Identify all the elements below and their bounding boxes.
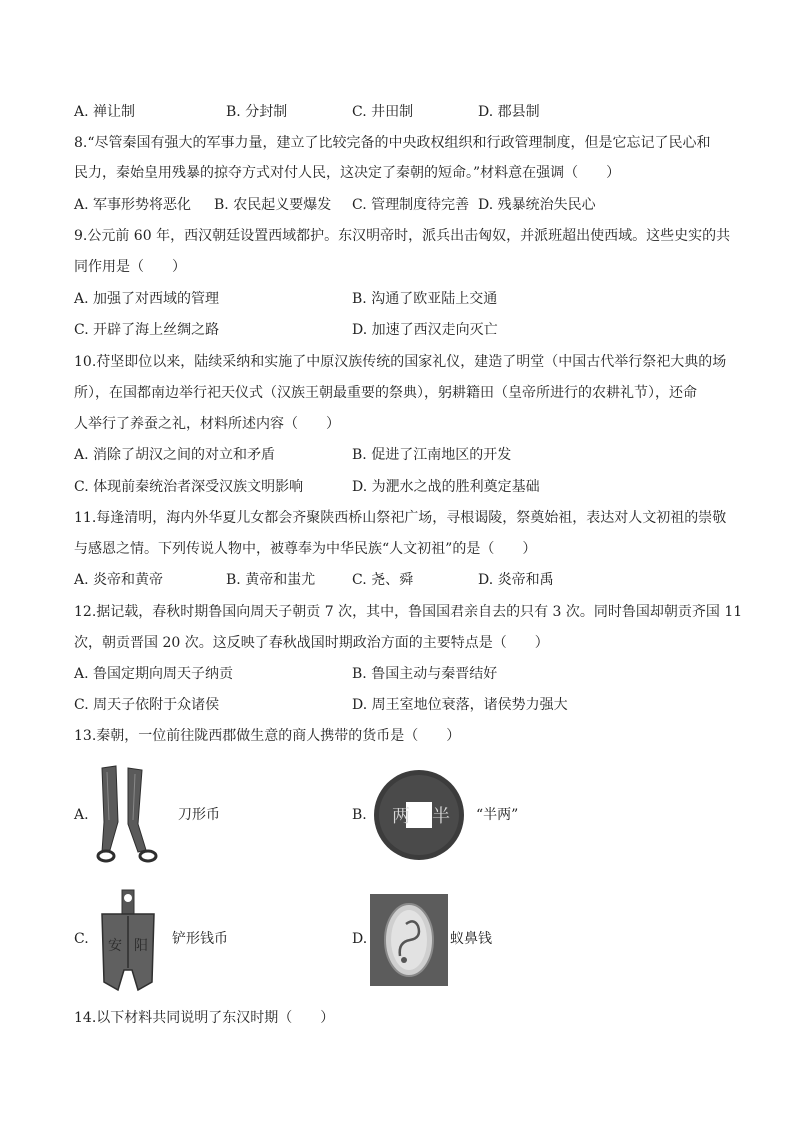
q11-option-d: D. 炎帝和禹 — [478, 572, 554, 588]
q10-stem-line1: 10.苻坚即位以来，陆续采纳和实施了中原汉族传统的国家礼仪，建造了明堂（中国古代举行祭祀大典的场 — [74, 354, 727, 370]
q9-option-d: D. 加速了西汉走向灭亡 — [352, 322, 498, 338]
q8-stem-line2: 民力，秦始皇用残暴的掠夺方式对付人民，这决定了秦朝的短命。”材料意在强调（ ） — [74, 165, 621, 181]
q10-option-d: D. 为淝水之战的胜利奠定基础 — [352, 479, 540, 495]
q10-option-b: B. 促进了江南地区的开发 — [352, 447, 512, 463]
q8-option-b: B. 农民起义要爆发 — [214, 197, 332, 213]
q11-option-b: B. 黄帝和蚩尤 — [226, 572, 316, 588]
q9-stem-line1: 9.公元前 60 年，西汉朝廷设置西域都护。东汉明帝时，派兵出击匈奴，并派班超出使西域。这些史实的共 — [74, 228, 731, 244]
q9-option-c: C. 开辟了海上丝绸之路 — [74, 322, 220, 338]
q10-stem-line2: 所），在国都南边举行祀天仪式（汉族王朝最重要的祭典），躬耕籍田（皇帝所进行的农耕礼节），还命 — [74, 385, 697, 401]
q13-option-a-caption: 刀形币 — [178, 807, 220, 823]
q11-option-a: A. 炎帝和黄帝 — [74, 572, 164, 588]
q13-option-b-letter: B. — [352, 807, 367, 823]
q11-stem-line1: 11.每逢清明，海内外华夏儿女都会齐聚陕西桥山祭祀广场，寻根谒陵，祭奠始祖，表达对人文初祖的崇敬 — [74, 510, 727, 526]
q7-option-d: D. 郡县制 — [478, 104, 540, 120]
q12-option-b: B. 鲁国主动与秦晋结好 — [352, 666, 498, 682]
q7-option-b: B. 分封制 — [226, 104, 288, 120]
q10-option-a: A. 消除了胡汉之间的对立和矛盾 — [74, 447, 276, 463]
q9-option-b: B. 沟通了欧亚陆上交通 — [352, 291, 498, 307]
svg-text:安: 安 — [108, 938, 122, 954]
q13-option-c-letter: C. — [74, 931, 89, 947]
svg-text:阳: 阳 — [134, 938, 148, 954]
svg-text:半: 半 — [432, 806, 450, 827]
q7-option-a: A. 禅让制 — [74, 104, 136, 120]
q13-option-c-caption: 铲形钱币 — [172, 931, 228, 947]
q11-stem-line2: 与感恩之情。下列传说人物中，被尊奉为中华民族“人文初祖”的是（ ） — [74, 541, 537, 557]
spade-coin-image — [90, 888, 166, 994]
q8-option-a: A. 军事形势将恶化 — [74, 197, 192, 213]
knife-coin-image — [92, 764, 166, 866]
banliang-coin-image — [372, 768, 466, 862]
q12-stem-line2: 次，朝贡晋国 20 次。这反映了春秋战国时期政治方面的主要特点是（ ） — [74, 635, 549, 651]
q9-stem-line2: 同作用是（ ） — [74, 259, 186, 275]
q8-option-c: C. 管理制度待完善 — [352, 197, 470, 213]
q13-option-d-caption: 蚁鼻钱 — [450, 931, 492, 947]
q14-stem: 14.以下材料共同说明了东汉时期（ ） — [74, 1010, 335, 1026]
ant-nose-coin-image — [370, 894, 448, 986]
q8-stem-line1: 8.“尽管秦国有强大的军事力量，建立了比较完备的中央政权组织和行政管理制度，但是它忘记了民心和 — [74, 135, 711, 151]
q12-option-c: C. 周天子依附于众诸侯 — [74, 697, 220, 713]
q8-option-d: D. 残暴统治失民心 — [478, 197, 596, 213]
q13-option-a-letter: A. — [74, 807, 89, 823]
q12-stem-line1: 12.据记载，春秋时期鲁国向周天子朝贡 7 次，其中，鲁国国君亲自去的只有 3 次。同时鲁国却朝贡齐国 11 — [74, 604, 743, 620]
q10-stem-line3: 人举行了养蚕之礼，材料所述内容（ ） — [74, 416, 340, 432]
q9-option-a: A. 加强了对西域的管理 — [74, 291, 220, 307]
q13-option-d-letter: D. — [352, 931, 368, 947]
svg-text:两: 两 — [392, 806, 410, 827]
q13-option-b-caption: “半两” — [476, 807, 519, 823]
q12-option-d: D. 周王室地位衰落，诸侯势力强大 — [352, 697, 568, 713]
q12-option-a: A. 鲁国定期向周天子纳贡 — [74, 666, 234, 682]
q13-stem: 13.秦朝，一位前往陇西郡做生意的商人携带的货币是（ ） — [74, 728, 461, 744]
q7-option-c: C. 井田制 — [352, 104, 414, 120]
q11-option-c: C. 尧、舜 — [352, 572, 414, 588]
q10-option-c: C. 体现前秦统治者深受汉族文明影响 — [74, 479, 304, 495]
